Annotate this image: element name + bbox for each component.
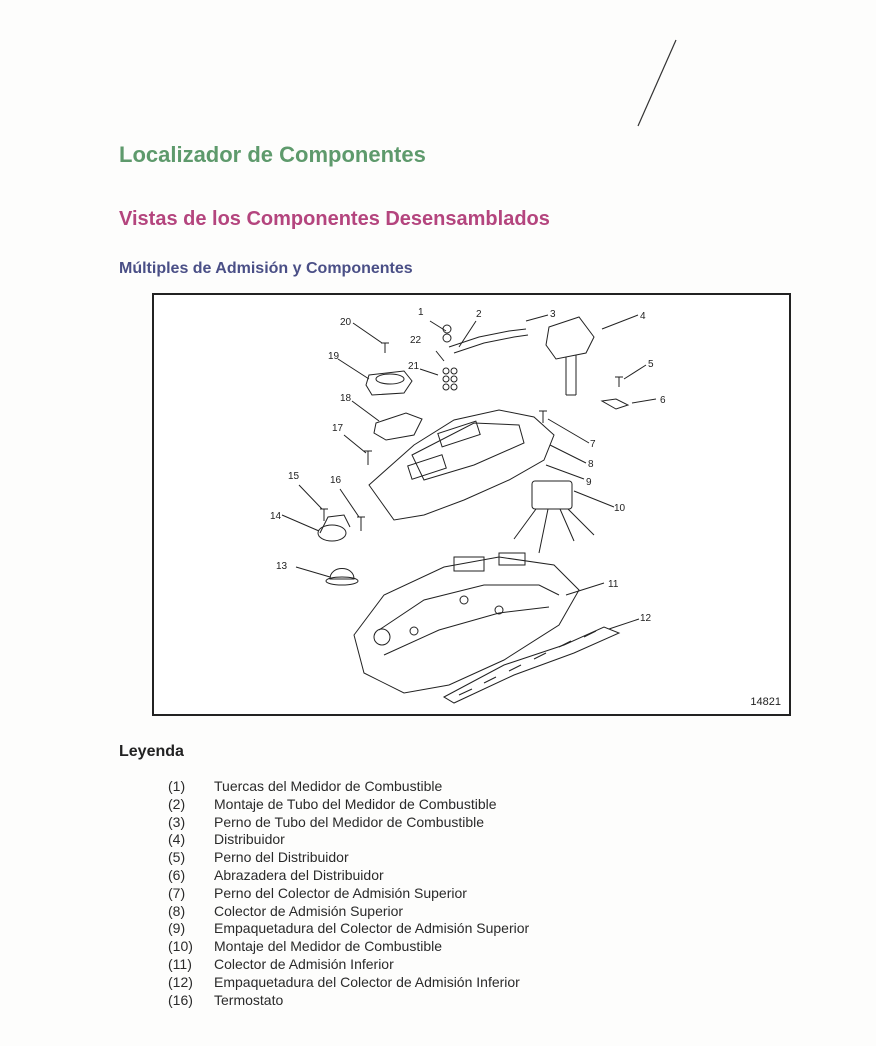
callout-10: 10 (614, 503, 626, 514)
legend-item-label: Perno de Tubo del Medidor de Combustible (214, 813, 485, 830)
legend-item (168, 992, 529, 1010)
callout-5: 5 (648, 359, 654, 370)
callout-8: 8 (588, 459, 594, 470)
legend-item-label: Empaquetadura del Colector de Admisión Inferior (214, 973, 520, 990)
callout-22: 22 (410, 335, 422, 346)
legend-item-label: Montaje de Tubo del Medidor de Combustible (214, 795, 497, 812)
legend-item-number: (8) (168, 902, 186, 919)
distributor-drawing (546, 317, 594, 359)
legend-item (168, 831, 529, 849)
callout-7: 7 (590, 439, 596, 450)
legend-item-number: (7) (168, 884, 186, 901)
legend-item (168, 974, 529, 992)
legend-item-label: Colector de Admisión Superior (214, 902, 404, 919)
callout-6: 6 (660, 395, 666, 406)
exploded-view-drawing (154, 295, 789, 714)
legend-item-number: (3) (168, 813, 186, 830)
upper-intake-gasket-drawing (374, 413, 422, 440)
thermostat-housing-drawing (318, 525, 346, 541)
legend-title: Leyenda (119, 743, 184, 760)
legend-item-number: (5) (168, 849, 186, 866)
fuel-meter-body-drawing (532, 481, 572, 509)
lower-intake-gasket-drawing (444, 627, 619, 703)
legend-item-number: (6) (168, 866, 186, 883)
legend-item-label: Perno del Colector de Admisión Superior (214, 884, 467, 901)
callout-1: 1 (418, 307, 424, 318)
legend-item (168, 778, 529, 796)
section-heading: Vistas de los Componentes Desensamblados (119, 208, 550, 230)
legend-item-label: Empaquetadura del Colector de Admisión Superior (214, 920, 530, 937)
legend-item (168, 796, 529, 814)
legend-item (168, 885, 529, 903)
legend-item (168, 920, 529, 938)
callout-13: 13 (276, 561, 288, 572)
legend-item (168, 956, 529, 974)
callout-9: 9 (586, 477, 592, 488)
callout-16: 16 (330, 475, 342, 486)
legend-item-label: Tuercas del Medidor de Combustible (214, 778, 443, 794)
callout-2: 2 (476, 309, 482, 320)
legend-item-label: Termostato (214, 991, 284, 1008)
legend-item (168, 814, 529, 832)
legend-item-number: (12) (168, 973, 193, 990)
callout-21: 21 (408, 361, 420, 372)
figure-number: 14821 (750, 696, 781, 708)
callout-20: 20 (340, 317, 352, 328)
legend-item-number: (4) (168, 831, 186, 848)
legend-item-label: Abrazadera del Distribuidor (214, 866, 384, 883)
upper-intake-manifold-drawing (369, 410, 554, 520)
callout-11: 11 (608, 579, 619, 590)
callout-3: 3 (550, 309, 556, 320)
legend-item-label: Colector de Admisión Inferior (214, 955, 394, 972)
legend-list (168, 778, 529, 1009)
legend-item-label: Montaje del Medidor de Combustible (214, 938, 443, 955)
legend-item-number: (16) (168, 991, 193, 1008)
legend-item (168, 938, 529, 956)
callout-14: 14 (270, 511, 282, 522)
exploded-view-figure (152, 293, 791, 716)
legend-item-label: Distribuidor (214, 831, 285, 848)
legend-item-number: (10) (168, 938, 193, 955)
lower-intake-manifold-drawing (354, 557, 579, 693)
throttle-body-drawing (366, 371, 412, 395)
callout-18: 18 (340, 393, 352, 404)
legend-item-number: (1) (168, 778, 186, 794)
subsection-heading: Múltiples de Admisión y Componentes (119, 260, 413, 277)
page-title: Localizador de Componentes (119, 142, 426, 167)
legend-item-number: (11) (168, 955, 192, 972)
pen-stroke-mark (630, 38, 680, 133)
fuel-meter-tube-drawing (449, 329, 528, 353)
legend-item (168, 867, 529, 885)
legend-item (168, 849, 529, 867)
callout-17: 17 (332, 423, 344, 434)
legend-item-label: Perno del Distribuidor (214, 849, 349, 866)
legend-item-number: (2) (168, 795, 186, 812)
legend-item-number: (9) (168, 920, 186, 937)
callout-19: 19 (328, 351, 340, 362)
callout-4: 4 (640, 311, 646, 322)
callout-12: 12 (640, 613, 652, 624)
legend-item (168, 903, 529, 921)
callout-15: 15 (288, 471, 300, 482)
